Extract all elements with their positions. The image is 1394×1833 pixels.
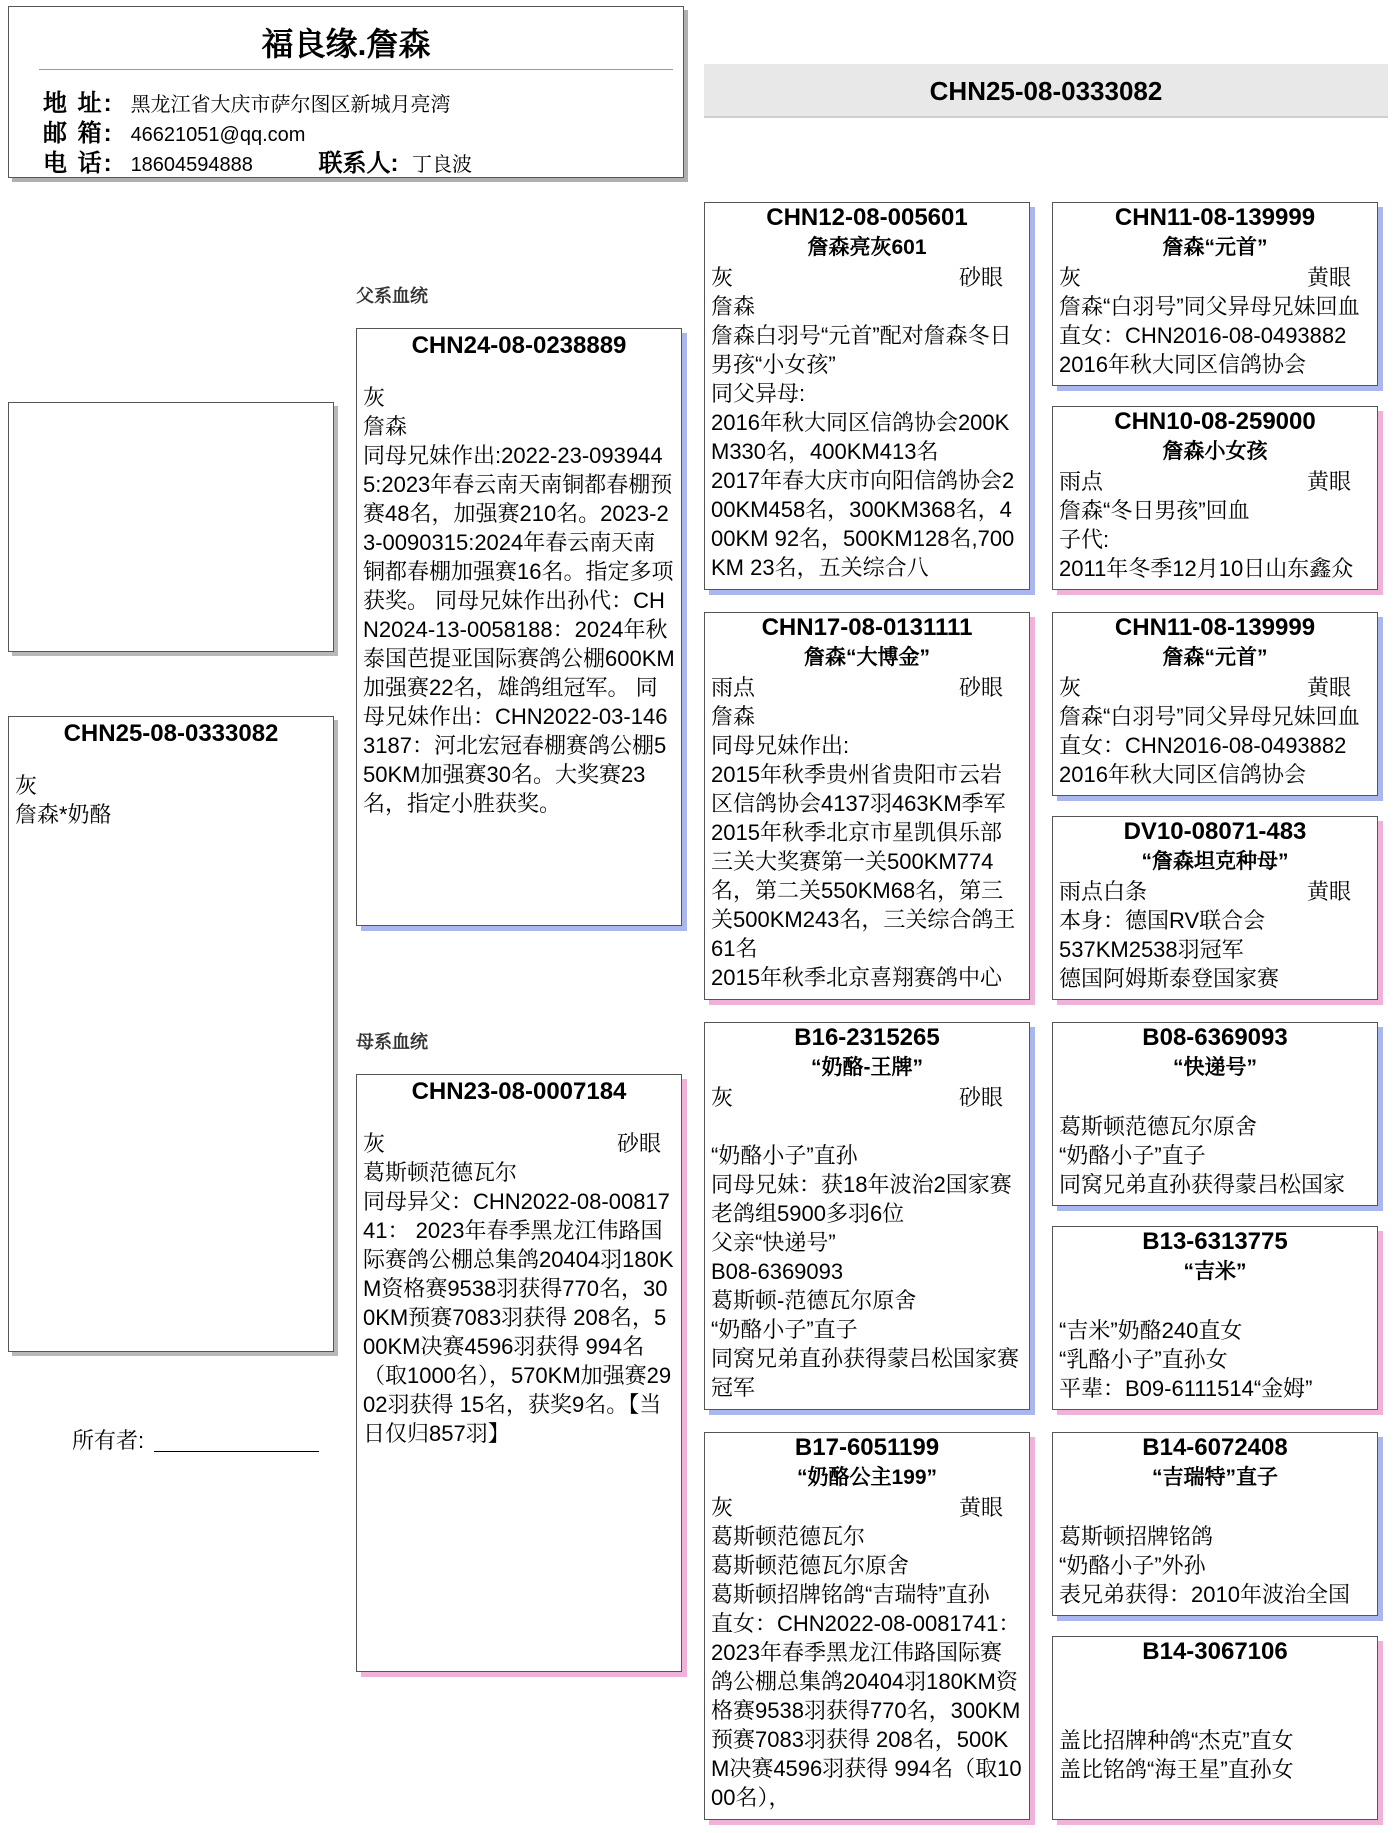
ggp-card-7 [1052, 1432, 1378, 1616]
grandsire-paternal-card [704, 202, 1030, 590]
ggp-name [1053, 1667, 1377, 1697]
gp-color: 雨点 [711, 675, 756, 700]
ggp-color-eye [1053, 1083, 1377, 1112]
sire-card [356, 328, 682, 926]
subject-color: 灰 [15, 773, 38, 798]
sire-section-label: 父系血统 [356, 286, 428, 306]
gp-notes: 詹森 同母兄妹作出: 2015年秋季贵州省贵阳市云岩区信鸽协会4137羽463KM季军 2015年秋季北京市星凯俱乐部三关大奖赛第一关500KM774名，第二关550KM68名，第三关500KM243名，三关综合鸽王61名 2015年秋季北京喜翔赛鸽中心 [711, 704, 1016, 990]
ggp-name: 詹森“元首” [1162, 646, 1268, 669]
ggp-ring: CHN11-08-139999 [1114, 614, 1316, 641]
ggp-card-2 [1052, 406, 1378, 590]
ggp-ring: B08-6369093 [1142, 1024, 1288, 1051]
gp-color: 灰 [711, 1495, 734, 1520]
email-label: 邮 箱: [43, 120, 114, 147]
ggp-eye: 黄眼 [1306, 879, 1351, 904]
email-value: 46621051@qq.com [130, 124, 306, 146]
pigeon-photo-frame [8, 402, 334, 652]
ggp-notes: 葛斯顿招牌铭鸽 “奶酪小子”外孙 表兄弟获得：2010年波治全国 [1059, 1524, 1350, 1607]
gp-color-eye [705, 1083, 1029, 1112]
ggp-color-eye [1053, 1287, 1377, 1316]
ggp-color: 灰 [1059, 265, 1082, 290]
gp-name: 詹森“大博金” [804, 646, 930, 669]
ggp-name: 詹森小女孩 [1162, 440, 1268, 463]
ggp-notes: “吉米”奶酪240直女 “乳酪小子”直孙女 平辈：B09-6111514“金姆” [1059, 1318, 1313, 1401]
breeder-title: 福良缘.詹森 [261, 26, 431, 62]
sire-ring: CHN24-08-0238889 [411, 332, 627, 359]
owner-field [72, 1424, 319, 1455]
gp-eye: 砂眼 [958, 1085, 1003, 1110]
ggp-eye: 黄眼 [1306, 265, 1351, 290]
gp-notes: 詹森 詹森白羽号“元首”配对詹森冬日男孩“小女孩” 同父异母: 2016年秋大同区信鸽协会200KM330名，400KM413名 2017年春大庆市向阳信鸽协会200KM458名，300KM368名，400KM 92名，500KM128名,700KM 23名，五关综合八 [711, 294, 1015, 580]
header-divider [39, 69, 673, 70]
gp-name: “奶酪-王牌” [811, 1056, 923, 1079]
ggp-color-eye [1053, 467, 1377, 496]
ggp-color: 雨点 [1059, 469, 1104, 494]
contact-label: 联系人: [318, 150, 399, 177]
gp-color: 灰 [711, 1085, 734, 1110]
address-value: 黑龙江省大庆市萨尔图区新城月亮湾 [130, 94, 451, 116]
gp-eye: 砂眼 [958, 265, 1003, 290]
dam-card [356, 1074, 682, 1672]
ggp-card-4 [1052, 816, 1378, 1000]
ggp-eye: 黄眼 [1306, 675, 1351, 700]
contact-value: 丁良波 [412, 154, 473, 176]
sire-strain: 詹森 [363, 414, 408, 439]
phone-label: 电 话: [43, 150, 114, 177]
ggp-notes: 詹森“白羽号”同父异母兄妹回血 直女：CHN2016-08-0493882 2016年秋大同区信鸽协会 [1059, 704, 1360, 787]
dam-section-label: 母系血统 [356, 1032, 428, 1052]
grandsire-maternal-card [704, 1022, 1030, 1410]
dam-color: 灰 [363, 1131, 386, 1156]
ggp-name: “快递号” [1173, 1056, 1257, 1079]
address-label: 地 址: [43, 90, 114, 117]
gp-ring: B16-2315265 [794, 1024, 940, 1051]
ggp-card-3 [1052, 612, 1378, 796]
ggp-notes: 盖比招牌种鸽“杰克”直女 盖比铭鸽“海王星”直孙女 [1059, 1728, 1294, 1782]
dam-notes: 同母异父：CHN2022-08-0081741： 2023年春季黑龙江伟路国际赛鸽公棚总集鸽20404羽180KM资格赛9538羽获得770名，300KM预赛7083羽获得 208名，500KM决赛4596羽获得 994名（取1000名），570KM加强赛2902羽获得 15名，获奖9名。【当日仅归857羽】 [363, 1189, 674, 1446]
ggp-ring: DV10-08071-483 [1123, 818, 1307, 845]
gp-color-eye [705, 673, 1029, 702]
gp-notes: “奶酪小子”直孙 同母兄妹：获18年波治2国家赛老鸽组5900多羽6位 父亲“快递号” B08-6369093 葛斯顿-范德瓦尔原舍 “奶酪小子”直子 同窝兄弟直孙获得蒙吕松国家赛冠军 [711, 1143, 1020, 1400]
gp-eye: 黄眼 [958, 1495, 1003, 1520]
ggp-notes: 詹森“白羽号”同父异母兄妹回血 直女：CHN2016-08-0493882 2016年秋大同区信鸽协会 [1059, 294, 1360, 377]
ggp-color-eye [1053, 1697, 1377, 1726]
ggp-card-8 [1052, 1636, 1378, 1820]
gp-ring: B17-6051199 [794, 1434, 940, 1461]
gp-color-eye [705, 1493, 1029, 1522]
ggp-color-eye [1053, 673, 1377, 702]
ggp-eye: 黄眼 [1306, 469, 1351, 494]
ggp-name: “吉米” [1183, 1260, 1247, 1283]
breeder-header [8, 6, 684, 178]
owner-label: 所有者: [72, 1428, 145, 1453]
ggp-name: “吉瑞特”直子 [1152, 1466, 1278, 1489]
ggp-color: 灰 [1059, 675, 1082, 700]
dam-ring: CHN23-08-0007184 [411, 1078, 627, 1105]
ggp-notes: 詹森“冬日男孩”回血 子代: 2011年冬季12月10日山东鑫众 [1059, 498, 1354, 581]
dam-color-eye [357, 1129, 681, 1158]
ggp-color-eye [1053, 877, 1377, 906]
ggp-ring: CHN10-08-259000 [1114, 408, 1316, 435]
ggp-notes: 葛斯顿范德瓦尔原舍 “奶酪小子”直子 同窝兄弟直孙获得蒙吕松国家 [1059, 1114, 1346, 1197]
dam-eye: 砂眼 [616, 1131, 661, 1156]
ggp-ring: B14-6072408 [1142, 1434, 1288, 1461]
ggp-notes: 本身：德国RV联合会 537KM2538羽冠军 德国阿姆斯泰登国家赛 [1059, 908, 1280, 991]
gp-ring: CHN12-08-005601 [766, 204, 968, 231]
ggp-card-6 [1052, 1226, 1378, 1410]
gp-notes: 葛斯顿范德瓦尔 葛斯顿范德瓦尔原舍 葛斯顿招牌铭鸽“吉瑞特”直孙 直女：CHN2022-08-0081741： 2023年春季黑龙江伟路国际赛鸽公棚总集鸽20404羽180KM资格赛9538羽获得770名，300KM预赛7083羽获得 208名，500KM决赛4596羽获得 994名（取1000名）， [711, 1524, 1022, 1810]
ggp-card-1 [1052, 202, 1378, 386]
ggp-color-eye [1053, 1493, 1377, 1522]
gp-color-eye [705, 263, 1029, 292]
gp-color: 灰 [711, 265, 734, 290]
subject-ring-banner: CHN25-08-0333082 [704, 64, 1388, 118]
ggp-color: 雨点白条 [1059, 879, 1148, 904]
ggp-ring: B13-6313775 [1142, 1228, 1288, 1255]
ggp-card-5 [1052, 1022, 1378, 1206]
subject-card [8, 716, 334, 1352]
ggp-color-eye [1053, 263, 1377, 292]
subject-ring: CHN25-08-0333082 [63, 720, 279, 747]
owner-signature-line [154, 1451, 319, 1452]
granddam-maternal-card [704, 1432, 1030, 1820]
ggp-ring: CHN11-08-139999 [1114, 204, 1316, 231]
gp-ring: CHN17-08-0131111 [761, 614, 973, 641]
ggp-name: 詹森“元首” [1162, 236, 1268, 259]
gp-name: “奶酪公主199” [796, 1466, 938, 1489]
dam-strain: 葛斯顿范德瓦尔 [363, 1160, 518, 1185]
phone-row [43, 143, 472, 178]
gp-eye: 砂眼 [958, 675, 1003, 700]
subject-name: 詹森*奶酪 [15, 802, 112, 827]
ggp-name: “詹森坦克种母” [1141, 850, 1289, 873]
sire-color: 灰 [363, 385, 386, 410]
granddam-paternal-card [704, 612, 1030, 1000]
sire-notes: 同母兄妹作出:2022-23-0939445:2023年春云南天南铜都春棚预赛48名，加强赛210名。2023-23-0090315:2024年春云南天南铜都春棚加强赛16名。指定多项获奖。 同母兄妹作出孙代：CHN2024-13-0058188：2024年秋泰国芭提亚国际赛鸽公棚600KM加强赛22名，雄鸽组冠军。 同母兄妹作出：CHN2022-03-1463187：河北宏冠春棚赛鸽公棚550KM加强赛30名。大奖赛23名，指定小胜获奖。 [363, 443, 675, 816]
gp-name: 詹森亮灰601 [807, 236, 927, 259]
phone-value: 18604594888 [130, 154, 253, 176]
ggp-ring: B14-3067106 [1142, 1638, 1288, 1665]
